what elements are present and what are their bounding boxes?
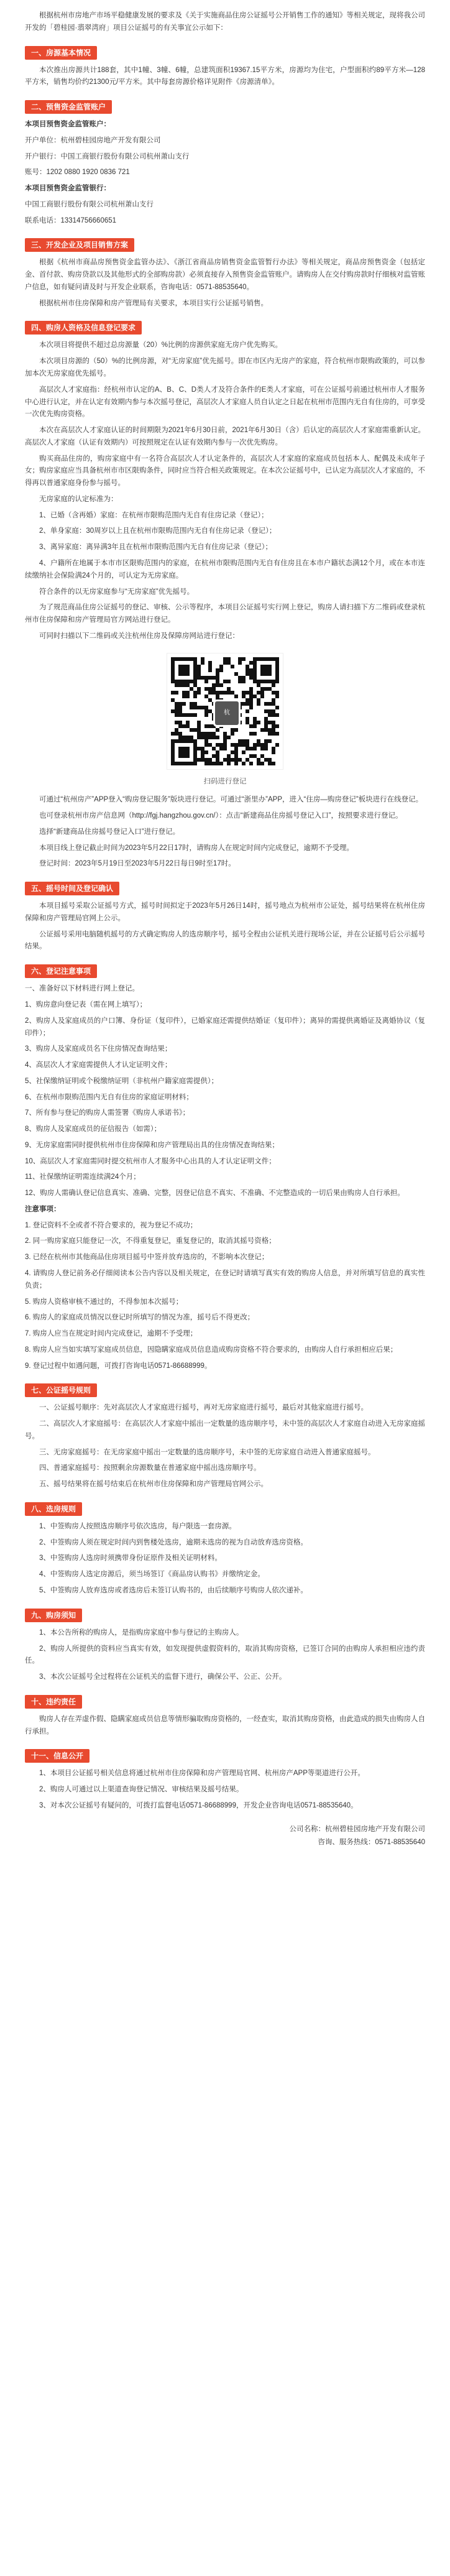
s4-paragraph: 符合条件的以无房家庭参与“无房家庭”优先摇号。 bbox=[39, 588, 195, 596]
s8-paragraph: 5、中签购房人放弃选房或者选房后未签订认购书的，由后续顺序号购房人依次递补。 bbox=[39, 1587, 308, 1595]
section-heading-4 bbox=[25, 321, 425, 335]
section-title: 二、预售资金监管账户 bbox=[25, 100, 112, 114]
s7-paragraph: 五、摇号结果将在摇号结束后在杭州市住房保障和房产管理局官网公示。 bbox=[39, 1480, 268, 1489]
s6-note: 5. 购房人资格审核不通过的，不得参加本次摇号； bbox=[25, 1298, 183, 1306]
s4-paragraph: 高层次人才家庭指：经杭州市认定的A、B、C、D类人才及符合条件的E类人才家庭，可在公证摇号前通过杭州市人才服务中心进行认定，并在认定有效期内参与本次摇号登记，高层次人才家庭人员自认定之日起在杭州市范围内无自有住房的，可享受一次优先购房资格。 bbox=[25, 385, 425, 418]
section-title: 九、购房须知 bbox=[25, 1609, 82, 1622]
s7-paragraph: 三、无房家庭摇号：在无房家庭中摇出一定数量的选房顺序号，未中签的无房家庭自动进入普通家庭摇号。 bbox=[39, 1448, 375, 1456]
s6-list-item: 12、购房人需确认登记信息真实、准确、完整，因登记信息不真实、不准确、不完整造成的一切后果由购房人自行承担。 bbox=[25, 1189, 405, 1198]
s2-line: 联系电话：13314756660651 bbox=[25, 216, 117, 224]
s1-paragraph: 本次推出房源共计188套，其中1幢、3幢、6幢，总建筑面积19367.15平方米，房源均为住宅，户型面积约89平方米—128平方米，销售均价约21300元/平方米。其中每套房源价格详见附件《房源清单》。 bbox=[25, 66, 425, 86]
s4-paragraph: 本次项目房源的（50）%的比例房源，对“无房家庭”优先摇号。即在市区内无房产的家庭，符合杭州市限购政策的，可以参加本次无房家庭优先摇号。 bbox=[25, 358, 425, 378]
s8-paragraph: 2、中签购房人须在规定时间内到售楼处选房，逾期未选房的视为自动放弃选房资格。 bbox=[39, 1538, 308, 1546]
s8-paragraph: 4、中签购房人选定房源后，须当场签订《商品房认购书》并缴纳定金。 bbox=[39, 1571, 265, 1579]
s4-list-item: 2、单身家庭：30周岁以上且在杭州市限购范围内无自有住房记录（登记）； bbox=[39, 527, 277, 535]
s6-notes-heading: 注意事项： bbox=[25, 1205, 61, 1213]
s2-line: 本项目预售资金监管账户： bbox=[25, 121, 111, 129]
s6-paragraph: 一、准备好以下材料进行网上登记。 bbox=[25, 985, 139, 993]
signature-contact: 咨询、服务热线：0571-88535640 bbox=[318, 1839, 425, 1847]
s11-paragraph: 1、本项目公证摇号相关信息将通过杭州市住房保障和房产管理局官网、杭州房产APP等渠道进行公开。 bbox=[39, 1770, 365, 1778]
s6-list-item: 11、社保缴纳证明需连续满24个月； bbox=[25, 1173, 140, 1181]
signature-company: 公司名称：杭州碧桂园房地产开发有限公司 bbox=[289, 1825, 425, 1833]
section-heading-8 bbox=[25, 1502, 425, 1516]
s4b-paragraph: 可同时扫描以下二维码或关注杭州住房及保障房网站进行登记： bbox=[39, 632, 239, 640]
section-title: 四、购房人资格及信息登记要求 bbox=[25, 321, 142, 335]
s6-list-item: 5、社保缴纳证明或个税缴纳证明（非杭州户籍家庭需提供）； bbox=[25, 1077, 219, 1085]
s2-line: 本项目预售资金监管银行： bbox=[25, 185, 111, 193]
s9-paragraph: 2、购房人所提供的资料应当真实有效，如发现提供虚假资料的，取消其购房资格，已签订合同的由购房人承担相应违约责任。 bbox=[25, 1645, 425, 1665]
section-heading-3 bbox=[25, 238, 425, 252]
s2-line: 开户银行：中国工商银行股份有限公司杭州萧山支行 bbox=[25, 152, 190, 160]
s6-list-item: 6、在杭州市限购范围内无自有住房的家庭证明材料； bbox=[25, 1093, 193, 1101]
s4-paragraph: 购买商品住房的，购房家庭中有一名符合高层次人才认定条件的，高层次人才家庭的家庭成员包括本人、配偶及未成年子女；购房家庭应当具备杭州市市区限购条件，同时应当符合相关政策规定。在本次公证摇号中，已认定为高层次人才家庭的，不得再以普通家庭身份参与摇号。 bbox=[25, 455, 425, 487]
s4b-paragraph: 选择“新建商品住房摇号登记入口”进行登记。 bbox=[39, 828, 180, 836]
s4-paragraph: 本次项目将提供不超过总房源量（20）%比例的房源供家庭无房户优先购买。 bbox=[39, 341, 283, 349]
s5-paragraph: 公证摇号采用电脑随机摇号的方式确定购房人的选房顺序号，摇号全程由公证机关进行现场公证，并在公证摇号后公示摇号结果。 bbox=[25, 930, 425, 951]
signature-block bbox=[25, 1824, 425, 1850]
section-heading-7 bbox=[25, 1383, 425, 1397]
section-heading-5 bbox=[25, 882, 425, 895]
section-heading-2 bbox=[25, 100, 425, 114]
s5-paragraph: 本项目摇号采取公证摇号方式，摇号时间拟定于2023年5月26日14时，摇号地点为杭州市公证处，摇号结果将在杭州住房保障和房产管理局官网上公示。 bbox=[25, 902, 425, 922]
s6-note: 1. 登记资料不全或者不符合要求的，视为登记不成功； bbox=[25, 1221, 198, 1229]
s9-paragraph: 1、本公告所称的购房人，是指购房家庭中参与登记的主购房人。 bbox=[39, 1628, 244, 1637]
s7-paragraph: 四、普通家庭摇号：按照剩余房源数量在普通家庭中摇出选房顺序号。 bbox=[39, 1464, 261, 1472]
qr-code-image[interactable] bbox=[167, 653, 283, 770]
section-title: 一、房源基本情况 bbox=[25, 46, 97, 60]
section-heading-11 bbox=[25, 1749, 425, 1763]
section-heading-9 bbox=[25, 1609, 425, 1622]
s6-list-item: 1、购房意向登记表（需在网上填写）； bbox=[25, 1000, 147, 1009]
s3-paragraph: 根据杭州市住房保障和房产管理局有关要求，本项目实行公证摇号销售。 bbox=[39, 299, 268, 307]
s7-paragraph: 一、公证摇号顺序：先对高层次人才家庭进行摇号，再对无房家庭进行摇号，最后对其他家庭进行摇号。 bbox=[39, 1404, 368, 1412]
section-title: 三、开发企业及项目销售方案 bbox=[25, 238, 134, 252]
s6-list-item: 4、高层次人才家庭需提供人才认定证明文件； bbox=[25, 1061, 172, 1069]
s6-note: 8. 购房人应当如实填写家庭成员信息，因隐瞒家庭成员信息造成购房资格不符合要求的，由购房人自行承担相应后果； bbox=[25, 1346, 398, 1354]
s4-list-item: 3、离异家庭：离异满3年且在杭州市限购范围内无自有住房记录（登记）； bbox=[39, 543, 273, 552]
s4-paragraph: 无房家庭的认定标准为： bbox=[39, 495, 118, 503]
s2-line: 开户单位：杭州碧桂园房地产开发有限公司 bbox=[25, 136, 161, 144]
s8-paragraph: 3、中签购房人选房时须携带身份证原件及相关证明材料。 bbox=[39, 1554, 222, 1563]
s6-list-item: 3、购房人及家庭成员名下住房情况查询结果； bbox=[25, 1045, 172, 1053]
section-title: 八、选房规则 bbox=[25, 1502, 82, 1516]
s3-paragraph: 根据《杭州市商品房预售资金监管办法》、《浙江省商品房销售资金监管暂行办法》等相关规定，商品房预售资金（包括定金、首付款、购房贷款以及其他形式的全部购房款）必须直接存入预售资金监管账户。请购房人在交付购房款时仔细核对监管账户信息，如有疑问请及时与开发企业联系，咨询电话：0571-88535640。 bbox=[25, 259, 425, 291]
s6-note: 3. 已经在杭州市其他商品住房项目摇号中签并放弃选房的，不影响本次登记； bbox=[25, 1253, 269, 1262]
section-title: 五、摇号时间及登记确认 bbox=[25, 882, 119, 895]
s6-list-item: 8、购房人及家庭成员的征信报告（如需）； bbox=[25, 1125, 162, 1133]
s4-list-item: 1、已婚（含再婚）家庭：在杭州市限购范围内无自有住房记录（登记）； bbox=[39, 511, 269, 519]
s2-line: 中国工商银行股份有限公司杭州萧山支行 bbox=[25, 200, 154, 208]
s2-line: 账号：1202 0880 1920 0836 721 bbox=[25, 169, 130, 177]
s6-list-item: 10、高层次人才家庭需同时提交杭州市人才服务中心出具的人才认定证明文件； bbox=[25, 1157, 276, 1165]
s6-note: 9. 登记过程中如遇问题，可拨打咨询电话0571-86688999。 bbox=[25, 1362, 212, 1370]
s6-note: 4. 请购房人登记前务必仔细阅读本公告内容以及相关规定，在登记时请填写真实有效的购房人信息，并对所填写信息的真实性负责； bbox=[25, 1270, 425, 1290]
section-title: 七、公证摇号规则 bbox=[25, 1383, 97, 1397]
s6-list-item: 9、无房家庭需同时提供杭州市住房保障和房产管理局出具的住房情况查询结果； bbox=[25, 1141, 279, 1149]
s6-note: 6. 购房人的家庭成员情况以登记时所填写的情况为准，摇号后不得更改； bbox=[25, 1314, 255, 1322]
s6-note: 2. 同一购房家庭只能登记一次，不得重复登记，重复登记的，取消其摇号资格； bbox=[25, 1237, 276, 1245]
section-heading-10 bbox=[25, 1695, 425, 1709]
section-title: 六、登记注意事项 bbox=[25, 964, 97, 978]
qr-center-logo: 杭 bbox=[213, 699, 241, 727]
s6-list-item: 7、所有参与登记的购房人需签署《购房人承诺书》； bbox=[25, 1109, 190, 1117]
section-title: 十一、信息公开 bbox=[25, 1749, 90, 1763]
s4-list-item: 4、户籍所在地属于本市市区限购范围内的家庭，在杭州市限购范围内无自有住房且在本市户籍状态满12个月，或在本市连续缴纳社会保险满24个月的，可认定为无房家庭。 bbox=[25, 559, 425, 579]
s11-paragraph: 2、购房人可通过以上渠道查询登记情况、审核结果及摇号结果。 bbox=[39, 1786, 244, 1794]
section-title: 十、违约责任 bbox=[25, 1695, 82, 1709]
s4b-paragraph: 为了规范商品住房公证摇号的登记、审核、公示等程序，本项目公证摇号实行网上登记，购房人请扫描下方二维码或登录杭州市住房保障和房产管理局官方网站进行登记。 bbox=[25, 604, 425, 624]
s4b-paragraph: 也可登录杭州市房产信息网（http://fgj.hangzhou.gov.cn/）：点击“新建商品住房摇号登记入口”，按照要求进行登记。 bbox=[39, 812, 403, 820]
s6-list-item: 2、购房人及家庭成员的户口簿、身份证（复印件），已婚家庭还需提供结婚证（复印件）；离异的需提供离婚证及离婚协议（复印件）； bbox=[25, 1017, 425, 1037]
s4b-paragraph: 可通过“杭州房产”APP登入“购房登记服务”版块进行登记。可通过“浙里办”APP，进入“住房—购房登记”板块进行在线登记。 bbox=[39, 796, 423, 804]
qr-code-block bbox=[25, 653, 425, 770]
s9-paragraph: 3、本次公证摇号全过程将在公证机关的监督下进行，确保公平、公正、公开。 bbox=[39, 1673, 287, 1681]
s8-paragraph: 1、中签购房人按照选房顺序号依次选房，每户限选一套房源。 bbox=[39, 1522, 236, 1530]
s4b-paragraph: 本项目线上登记截止时间为2023年5月22日17时，请购房人在规定时间内完成登记，逾期不予受理。 bbox=[39, 844, 354, 852]
section-heading-1 bbox=[25, 46, 425, 60]
qr-caption: 扫码进行登记 bbox=[203, 777, 247, 785]
s10-paragraph: 购房人存在弄虚作假、隐瞒家庭成员信息等情形骗取购房资格的，一经查实，取消其购房资格，由此造成的损失由购房人自行承担。 bbox=[25, 1715, 425, 1735]
s6-note: 7. 购房人应当在规定时间内完成登记，逾期不予受理； bbox=[25, 1330, 198, 1338]
s4b-paragraph: 登记时间：2023年5月19日至2023年5月22日每日9时至17时。 bbox=[39, 860, 236, 868]
s7-paragraph: 二、高层次人才家庭摇号：在高层次人才家庭中摇出一定数量的选房顺序号，未中签的高层次人才家庭自动进入无房家庭摇号。 bbox=[25, 1420, 425, 1440]
s4-paragraph: 本次在高层次人才家庭认证的时间期限为2021年6月30日前，2021年6月30日（含）后认定的高层次人才家庭需重新认定。高层次人才家庭（认证有效期内）可按照规定在认证有效期内参与一次优先购房。 bbox=[25, 427, 425, 446]
s11-paragraph: 3、对本次公证摇号有疑问的，可拨打监督电话0571-86688999，开发企业咨询电话0571-88535640。 bbox=[39, 1801, 358, 1809]
intro-paragraph: 根据杭州市房地产市场平稳健康发展的要求及《关于实施商品住房公证摇号公开销售工作的通知》等相关规定，现将我公司开发的「碧桂园·翡翠湾府」项目公证摇号的有关事宜公示如下： bbox=[25, 12, 425, 32]
section-heading-6 bbox=[25, 964, 425, 978]
